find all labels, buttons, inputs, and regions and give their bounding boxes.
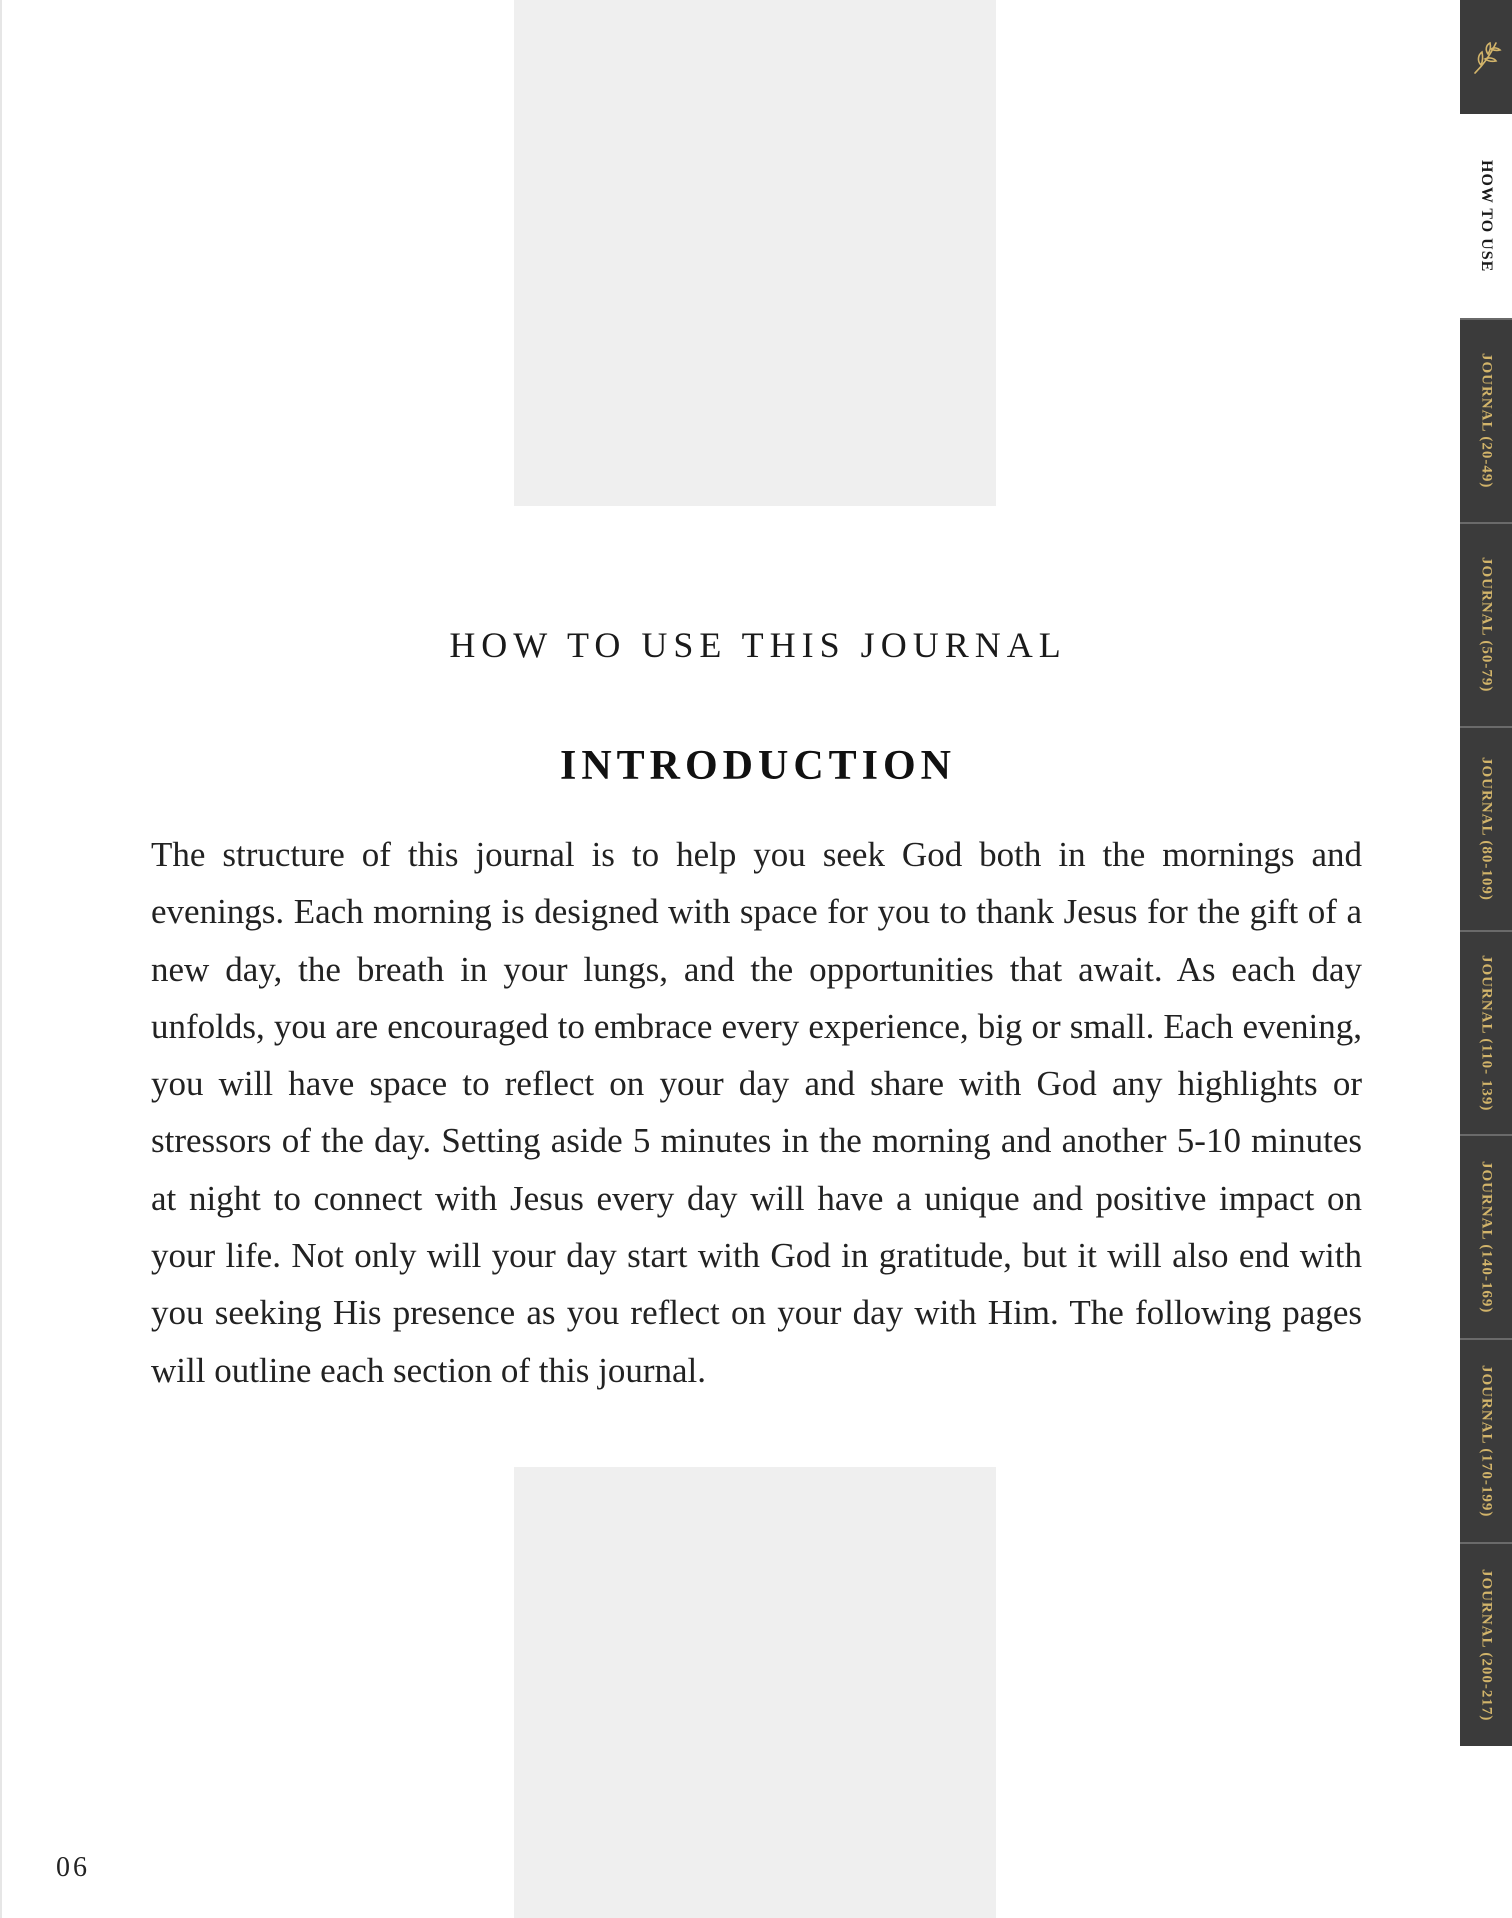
tab-journal-170-199[interactable] — [1460, 1338, 1512, 1542]
section-tabs — [1460, 0, 1512, 1918]
image-placeholder-bottom — [514, 1467, 996, 1918]
tab-label: JOURNAL (170-199) — [1478, 1364, 1495, 1518]
image-placeholder-top — [514, 0, 996, 506]
tab-journal-80-109[interactable] — [1460, 726, 1512, 930]
tab-journal-20-49[interactable] — [1460, 318, 1512, 522]
page-edge — [0, 0, 2, 1918]
tab-label: JOURNAL (20-49) — [1478, 353, 1495, 489]
tab-journal-110-139[interactable] — [1460, 930, 1512, 1134]
page-number: 06 — [56, 1852, 90, 1883]
logo-tab[interactable] — [1460, 0, 1512, 114]
tab-label: JOURNAL (140-169) — [1478, 1160, 1495, 1314]
tab-label: JOURNAL (80-109) — [1478, 757, 1495, 901]
wheat-sprig-icon — [1469, 37, 1503, 77]
introduction-heading: INTRODUCTION — [559, 743, 957, 789]
section-title: HOW TO USE THIS JOURNAL — [449, 625, 1067, 665]
tab-label: JOURNAL (50-79) — [1478, 557, 1495, 693]
tab-label: JOURNAL (110- 139) — [1478, 954, 1495, 1112]
tab-journal-50-79[interactable] — [1460, 522, 1512, 726]
tab-label: JOURNAL (200-217) — [1478, 1568, 1495, 1722]
tab-how-to-use[interactable] — [1460, 114, 1512, 318]
tab-label: HOW TO USE — [1478, 159, 1495, 273]
tab-journal-200-217[interactable] — [1460, 1542, 1512, 1746]
tab-journal-140-169[interactable] — [1460, 1134, 1512, 1338]
introduction-body: The structure of this journal is to help you seek God both in the mornings and evenings. Each morning is designed with space for you to thank Jesus for the gift of a new day, the breath in your lungs, and the opportunities that await. As each day unfolds, you are encouraged to embrace every experience, big or small. Each evening, you will have space to reflect on your day and share with God any highlights or stressors of the day. Setting aside 5 minutes in the morning and another 5-10 minutes at night to connect with Jesus every day will have a unique and positive impact on your life. Not only will your day start with God in gratitude, but it will also end with you seeking His presence as you reflect on your day with Him. The following pages will outline each section of this journal. — [151, 835, 1362, 1390]
